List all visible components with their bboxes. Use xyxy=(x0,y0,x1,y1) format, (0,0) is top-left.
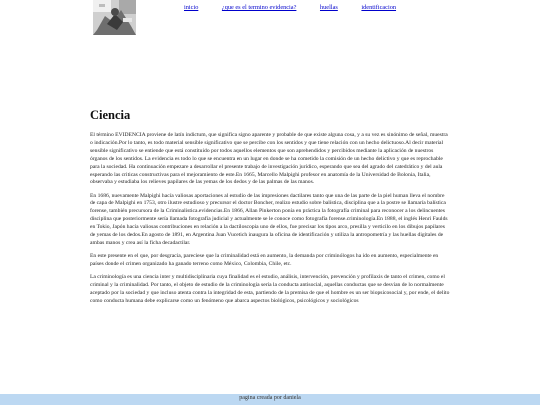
paragraph-evidencia: El término EVIDENCIA proviene de latín indictum, que significa signo aparente y probable de que existe alguna cosa, y a su vez es sinónimo de señal, muestra o indicación.Por lo tanto, es todo material sensible significativo que se percibe con los sentidos y que tiene relación con un hecho delictuoso.Al decir material sensible significativo se entiende que está constituido por todos aquellos elementos que son aprehendidos y percibidos mediante la aplicación de nuestros órganos de los sentidos. La evidencia es todo lo que se encuentra en un lugar en donde se ha cometido la comisión de un hecho delictivo y que es reprochable para la sociedad. Ha continuación empezare a desarrollar el presente trabajo de investigación jurídico, esperando que sea del agrado del catedrático y del aula esperando las criticas constructivas para el mejoramiento de este.En 1665, Marcello Malpighi profesor en anatomía de la Universidad de Bolonia, Italia, observaba y estudiaba los relieves papilares de las yemas de los dedos y de las palmas de las manos. xyxy=(90,132,448,186)
header-photo xyxy=(93,0,136,35)
paragraph-criminologia: La criminología es una ciencia inter y multidisciplinaria cuya finalidad es el estudio, análisis, intervención, prevención y profilaxis de tanto el crimen, como el criminal y la criminalidad. Por tanto, el objeto de estudio de la criminología sería la conducta antisocial, aquellas conductas que se desvían de lo normalmente aceptado por la sociedad y que incluso atenta contra la integridad de esta, partiendo de la premisa de que el hombre es un ser biopsicosocial y, por ende, el delito como conducta humana debe explicarse como un fenómeno que abarca aspectos biológicos, psicológicos y sociológicos xyxy=(90,274,450,304)
crime-scene-photo-icon xyxy=(93,0,136,35)
footer-bar xyxy=(0,394,540,405)
paragraph-criminalidad: En este presente en el que, por desgracia, pareciese que la criminalidad está en aumento, la demanda por criminólogos ha ido en aumento, especialmente en países donde el crimen organizado ha ganado terreno como México, Colombia, Chile, etc. xyxy=(90,253,439,267)
main-content xyxy=(90,132,450,311)
nav-link-que-es-evidencia[interactable]: ¿que es el termino evidencia? xyxy=(221,4,297,11)
nav-link-identificacion[interactable]: identificacion xyxy=(361,4,397,11)
footer-credit: pagina creada por daniela xyxy=(239,395,301,401)
top-nav xyxy=(184,4,418,11)
page-title: Ciencia xyxy=(90,108,131,122)
nav-link-huellas[interactable]: huellas xyxy=(319,4,338,11)
paragraph-malpighi: En 1686, nuevamente Malpighi hacía valiosas aportaciones al estudio de las impresiones dactilares tanto que una de las parte de la piel human lleva el nombre de capa de Malpighi en 1753, otro ilustre estudioso y precursor el doctor Boncher, realizo estudio sobre balística, disciplina que a la postre se llamaría balística forense, también precursora de la Criminalistica.evidencias.En 1866, Allan Pinkerton ponía en práctica la fotografía criminal para reconocer a los delincuentes disciplina que posteriormente sería llamada fotografía judicial y actualmente se le conoce como fotografía forense.criminología.En 1888, el inglés Henri Faulds en Tokio, Japón hacía valiosas contribuciones en relación a la dactiloscopia uno de ellos, fue precisar los tipos arco, presilla y verticilo en los dibujos papilares de yemas de los dedos.En agosto de 1891, en Argentina Juan Vucetich inaugura la oficina de identificación y utiliza la antropometría y las huellas digitales de ambas manos y crea así la ficha decadactilar. xyxy=(90,192,448,246)
nav-link-inicio[interactable]: inicio xyxy=(184,4,199,11)
